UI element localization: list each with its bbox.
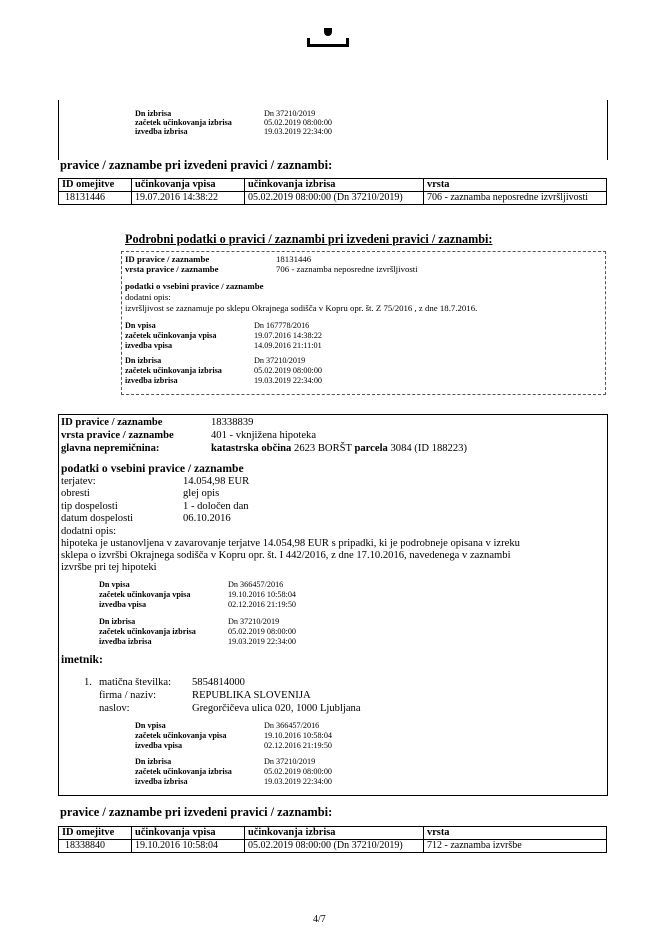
page-number: 4/7 — [313, 914, 326, 925]
field-label: datum dospelosti — [61, 513, 134, 524]
d1-id-value: 18131446 — [276, 254, 312, 264]
address-label: naslov: — [99, 703, 130, 714]
h-entry-eff-value: 19.10.2016 10:58:04 — [264, 731, 333, 740]
h-entry-label: Dn vpisa — [135, 721, 166, 730]
parcel-label: parcela — [354, 443, 388, 454]
details1-title: Podrobni podatki o pravici / zaznambi pri izvedeni pravici / zaznambi: — [125, 232, 493, 246]
col-entry: učinkovanja vpisa — [132, 827, 245, 840]
main-id-value: 18338839 — [211, 417, 254, 428]
address-value: Gregorčičeva ulica 020, 1000 Ljubljana — [192, 703, 361, 714]
d1-type-value: 706 - zaznamba neposredne izvršljivosti — [276, 264, 418, 274]
field-label: tip dospelosti — [61, 501, 118, 512]
main-prop — [211, 443, 467, 455]
field-value: 14.054,98 EUR — [183, 476, 250, 487]
name-value: REPUBLIKA SLOVENIJA — [192, 690, 311, 701]
del-value: Dn 37210/2019 — [264, 109, 316, 118]
h-del-eff-value: 05.02.2019 08:00:00 — [264, 767, 333, 776]
extra-line: sklepa o izvršbi Okrajnega sodišča v Kopru opr. št. I 442/2016, z dne 17.10.2016, navedenega v zaznambi — [61, 550, 511, 561]
h-del-exec-label: izvedba izbrisa — [135, 777, 188, 786]
m-del-label: Dn izbrisa — [99, 617, 136, 626]
m-del-value: Dn 37210/2019 — [228, 617, 280, 626]
table-header-row — [59, 179, 607, 192]
col-type: vrsta — [424, 179, 607, 192]
del-eff-label: začetek učinkovanja izbrisa — [135, 118, 232, 127]
table-header-row — [59, 827, 607, 840]
m-entry-label: Dn vpisa — [99, 580, 130, 589]
main-type-label: vrsta pravice / zaznambe — [61, 430, 174, 441]
d1-del-eff-label: začetek učinkovanja izbrisa — [125, 366, 222, 375]
extra-line: izvršbe pri tej hipoteki — [61, 562, 157, 573]
m-entry-exec-value: 02.12.2016 21:19:50 — [228, 600, 297, 609]
table-row — [59, 840, 607, 853]
reg-value: 5854814000 — [192, 677, 245, 688]
col-deletion: učinkovanja izbrisa — [245, 827, 424, 840]
d1-extra-text: izvršljivost se zaznamuje po sklepu Okrajnega sodišča v Kopru opr. št. Z 75/2016 , z dne 18.7.2016. — [125, 303, 478, 313]
h-entry-eff-label: začetek učinkovanja vpisa — [135, 731, 227, 740]
cell-id: 18131446 — [59, 192, 132, 205]
d1-entry-exec-value: 14.09.2016 21:11:01 — [254, 341, 322, 350]
h-entry-exec-value: 02.12.2016 21:19:50 — [264, 741, 333, 750]
field-value: 06.10.2016 — [183, 513, 231, 524]
extra-line: hipoteka je ustanovljena v zavarovanje terjatve 14.054,98 EUR s pripadki, ki je podrobneje opisana v izreku — [61, 538, 520, 549]
h-entry-exec-label: izvedba vpisa — [135, 741, 183, 750]
del-eff-value: 05.02.2019 08:00:00 — [264, 118, 333, 127]
cell-type: 706 - zaznamba neposredne izvršljivosti — [424, 192, 607, 205]
name-label: firma / naziv: — [99, 690, 157, 701]
d1-entry-exec-label: izvedba vpisa — [125, 341, 173, 350]
cell-deletion: 05.02.2019 08:00:00 (Dn 37210/2019) — [245, 840, 424, 853]
main-content-title: podatki o vsebini pravice / zaznambe — [61, 462, 244, 475]
holder-number: 1. — [84, 677, 92, 688]
d1-del-exec-label: izvedba izbrisa — [125, 376, 178, 385]
main-id-label: ID pravice / zaznambe — [61, 417, 163, 428]
col-deletion: učinkovanja izbrisa — [245, 179, 424, 192]
d1-extra-label: dodatni opis: — [125, 292, 171, 302]
table-row — [59, 192, 607, 205]
cell-type: 712 - zaznamba izvršbe — [424, 840, 607, 853]
m-entry-value: Dn 366457/2016 — [228, 580, 284, 589]
m-entry-eff-value: 19.10.2016 10:58:04 — [228, 590, 297, 599]
reg-label: matična številka: — [99, 677, 172, 688]
section2-table — [58, 826, 607, 853]
m-del-exec-value: 19.03.2019 22:34:00 — [228, 637, 297, 646]
field-value: glej opis — [183, 488, 220, 499]
del-exec-value: 19.03.2019 22:34:00 — [264, 127, 333, 136]
field-value: 1 - določen dan — [183, 501, 249, 512]
shield-icon — [324, 28, 332, 36]
cell-entry: 19.07.2016 14:38:22 — [132, 192, 245, 205]
h-del-exec-value: 19.03.2019 22:34:00 — [264, 777, 333, 786]
section1-title: pravice / zaznambe pri izvedeni pravici / zaznambi: — [60, 158, 333, 172]
col-type: vrsta — [424, 827, 607, 840]
d1-del-eff-value: 05.02.2019 08:00:00 — [254, 366, 323, 375]
d1-entry-value: Dn 167778/2016 — [254, 321, 310, 330]
d1-del-value: Dn 37210/2019 — [254, 356, 306, 365]
section1-table — [58, 178, 607, 205]
h-entry-value: Dn 366457/2016 — [264, 721, 320, 730]
main-prop-label: glavna nepremičnina: — [61, 443, 160, 454]
d1-type-label: vrsta pravice / zaznambe — [125, 264, 219, 274]
cell-id: 18338840 — [59, 840, 132, 853]
d1-del-label: Dn izbrisa — [125, 356, 162, 365]
holder-title: imetnik: — [61, 653, 103, 666]
cell-entry: 19.10.2016 10:58:04 — [132, 840, 245, 853]
del-label: Dn izbrisa — [135, 109, 172, 118]
extra-label: dodatni opis: — [61, 526, 117, 537]
cell-deletion: 05.02.2019 08:00:00 (Dn 37210/2019) — [245, 192, 424, 205]
m-del-eff-label: začetek učinkovanja izbrisa — [99, 627, 196, 636]
d1-entry-eff-label: začetek učinkovanja vpisa — [125, 331, 217, 340]
col-id: ID omejitve — [59, 179, 132, 192]
del-exec-label: izvedba izbrisa — [135, 127, 188, 136]
m-del-exec-label: izvedba izbrisa — [99, 637, 152, 646]
field-label: terjatev: — [61, 476, 96, 487]
section2-title: pravice / zaznambe pri izvedeni pravici / zaznambi: — [60, 805, 333, 819]
d1-id-label: ID pravice / zaznambe — [125, 254, 210, 264]
logo-bar — [307, 44, 349, 47]
main-type-value: 401 - vknjižena hipoteka — [211, 430, 317, 441]
h-del-eff-label: začetek učinkovanja izbrisa — [135, 767, 232, 776]
cadastral-value: 2623 BORŠT — [294, 443, 352, 454]
m-entry-eff-label: začetek učinkovanja vpisa — [99, 590, 191, 599]
h-del-label: Dn izbrisa — [135, 757, 172, 766]
cadastral-label: katastrska občina — [211, 443, 292, 454]
col-entry: učinkovanja vpisa — [132, 179, 245, 192]
field-label: obresti — [61, 488, 90, 499]
d1-del-exec-value: 19.03.2019 22:34:00 — [254, 376, 323, 385]
col-id: ID omejitve — [59, 827, 132, 840]
d1-entry-eff-value: 19.07.2016 14:38:22 — [254, 331, 323, 340]
m-entry-exec-label: izvedba vpisa — [99, 600, 147, 609]
d1-content-title: podatki o vsebini pravice / zaznambe — [125, 281, 264, 291]
m-del-eff-value: 05.02.2019 08:00:00 — [228, 627, 297, 636]
parcel-value: 3084 (ID 188223) — [390, 443, 467, 454]
h-del-value: Dn 37210/2019 — [264, 757, 316, 766]
d1-entry-label: Dn vpisa — [125, 321, 156, 330]
